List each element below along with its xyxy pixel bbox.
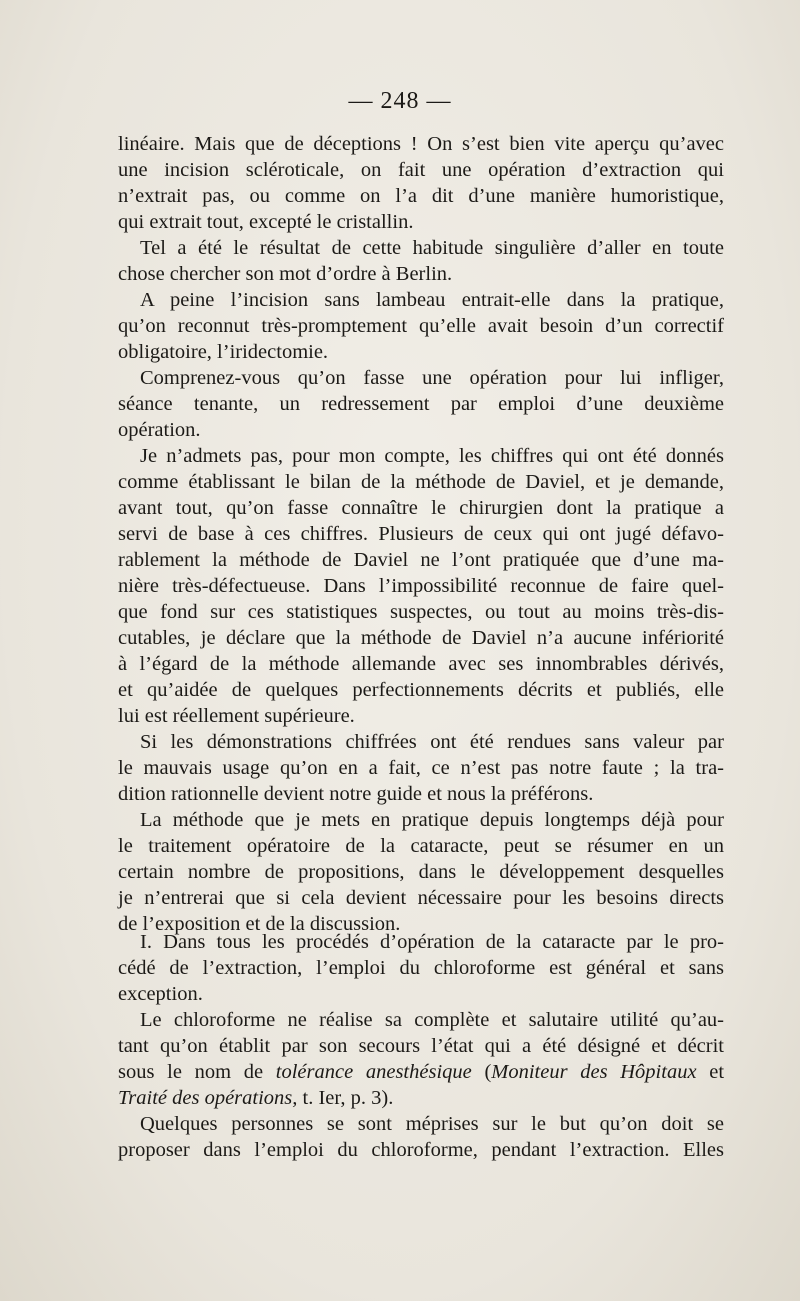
text-line: nière très-défectueuse. Dans l’impossibilité reconnue de faire quel- (118, 575, 724, 597)
text-line: I. Dans tous les procédés d’opération de la cataracte par le pro- (140, 931, 724, 953)
text-line: tant qu’on établit par son secours l’état qui a été désigné et décrit (118, 1035, 724, 1057)
text-line: Comprenez-vous qu’on fasse une opération pour lui infliger, (140, 367, 724, 389)
text-segment: t. Ier, p. 3). (302, 1087, 394, 1109)
text-line: séance tenante, un redressement par emploi d’une deuxième (118, 393, 724, 415)
body-text-lower (118, 929, 724, 1163)
text-line: cutables, je déclare que la méthode de Daviel n’a aucune infériorité (118, 627, 724, 649)
italic-citation: Moniteur des Hôpitaux (491, 1061, 697, 1083)
text-line: A peine l’incision sans lambeau entrait-elle dans la pratique, (140, 289, 724, 311)
page-number: — 248 — (348, 88, 452, 114)
text-segment: ( (484, 1061, 492, 1083)
text-line-mixed (118, 1059, 724, 1085)
text-line: cédé de l’extraction, l’emploi du chloroforme est général et sans (118, 957, 724, 979)
text-line: Je n’admets pas, pour mon compte, les chiffres qui ont été donnés (140, 445, 724, 467)
text-line: et qu’aidée de quelques perfectionnements décrits et publiés, elle (118, 679, 724, 701)
text-line: Le chloroforme ne réalise sa complète et salutaire utilité qu’au- (140, 1009, 724, 1031)
text-line: chose chercher son mot d’ordre à Berlin. (118, 263, 453, 285)
text-line: lui est réellement supérieure. (118, 705, 355, 727)
text-line: linéaire. Mais que de déceptions ! On s’est bien vite aperçu qu’avec (118, 133, 724, 155)
text-line: Quelques personnes se sont méprises sur le but qu’on doit se (140, 1113, 724, 1135)
text-line: certain nombre de propositions, dans le développement desquelles (118, 861, 724, 883)
text-segment: et (709, 1061, 725, 1083)
text-line: à l’égard de la méthode allemande avec ses innombrables dérivés, (118, 653, 724, 675)
text-line: opération. (118, 419, 201, 441)
text-line: dition rationnelle devient notre guide et nous la préférons. (118, 783, 594, 805)
text-line: avant tout, qu’on fasse connaître le chirurgien dont la pratique a (118, 497, 724, 519)
text-line-mixed (118, 1085, 724, 1111)
italic-citation: Traité des opérations, (118, 1087, 298, 1109)
text-line: une incision scléroticale, on fait une opération d’extraction qui (118, 159, 724, 181)
text-line: de l’exposition et de la discussion. (118, 913, 401, 935)
text-line: qu’on reconnut très-promptement qu’elle avait besoin d’un correctif (118, 315, 724, 337)
text-line: le mauvais usage qu’on en a fait, ce n’est pas notre faute ; la tra- (118, 757, 724, 779)
text-line: obligatoire, l’iridectomie. (118, 341, 329, 363)
text-line: n’extrait pas, ou comme on l’a dit d’une manière humoristique, (118, 185, 724, 207)
text-line: rablement la méthode de Daviel ne l’ont pratiquée que d’une ma- (118, 549, 724, 571)
text-line: que fond sur ces statistiques suspectes, ou tout au moins très-dis- (118, 601, 724, 623)
text-line: je n’entrerai que si cela devient nécessaire pour les besoins directs (118, 887, 724, 909)
text-line: Si les démonstrations chiffrées ont été rendues sans valeur par (140, 731, 724, 753)
italic-term: tolérance anesthésique (275, 1061, 472, 1083)
text-line: exception. (118, 983, 203, 1005)
text-line: qui extrait tout, excepté le cristallin. (118, 211, 414, 233)
text-line: le traitement opératoire de la cataracte, peut se résumer en un (118, 835, 724, 857)
text-segment: sous le nom de (118, 1061, 264, 1083)
text-line: comme établissant le bilan de la méthode de Daviel, et je demande, (118, 471, 724, 493)
text-line: Tel a été le résultat de cette habitude singulière d’aller en toute (140, 237, 724, 259)
text-line: proposer dans l’emploi du chloroforme, pendant l’extraction. Elles (118, 1139, 724, 1161)
text-line: servi de base à ces chiffres. Plusieurs de ceux qui ont jugé défavo- (118, 523, 724, 545)
body-text-upper (118, 131, 724, 937)
text-line: La méthode que je mets en pratique depuis longtemps déjà pour (140, 809, 724, 831)
